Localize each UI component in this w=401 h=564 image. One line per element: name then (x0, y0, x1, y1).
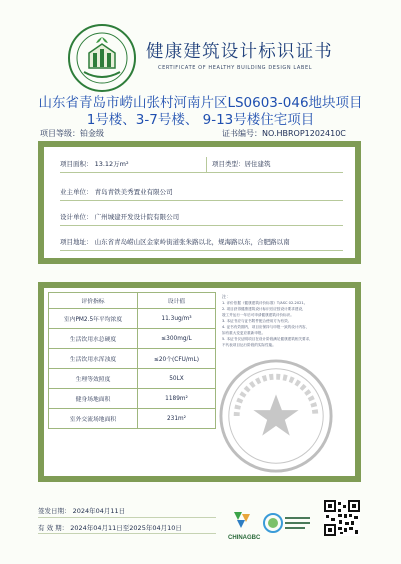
chinagbc-logo (228, 510, 261, 541)
indicator-header-row (49, 293, 216, 309)
note-line: 2. 项目获得健康建筑设计标识后应按设计要求建设， (222, 307, 306, 311)
indicator-value: 50LX (138, 369, 216, 389)
indicator-row (49, 309, 216, 329)
chinagbc-logo-text: CHINAGBC (228, 535, 261, 541)
info-row-area-type (60, 157, 343, 173)
indicator-row (49, 329, 216, 349)
qr-code-icon[interactable] (324, 500, 360, 536)
project-grade: 项目等级：铂金级 (40, 129, 104, 138)
indicator-col-value: 设计值 (138, 293, 216, 309)
project-info-panel (44, 147, 355, 258)
indicator-name: 生活饮用水总硬度 (49, 329, 138, 349)
certificate-title: 健康建筑设计标识证书 (146, 42, 333, 62)
footer-divider (38, 517, 216, 518)
indicator-name: 室外交流场地面积 (49, 409, 138, 429)
indicator-row (49, 369, 216, 389)
indicator-row (49, 409, 216, 429)
footer-divider (38, 533, 216, 534)
owner-unit: 业主单位： 青岛青铁美秀置业有限公司 (60, 188, 173, 196)
healthy-building-logo-icon (66, 22, 138, 94)
note-line: 如有重大变更应重新申报。 (222, 331, 266, 335)
note-line: 竣工并运行一年后可申请健康建筑评价标识。 (222, 313, 294, 317)
indicator-col-name: 评价指标 (49, 293, 138, 309)
indicator-value: 11.3ug/m³ (138, 309, 216, 329)
note-line: 3. 本证书应与证书附件配合使用方为有效。 (222, 319, 292, 323)
world-gbc-logo-icon (262, 510, 312, 538)
indicator-value: 1189m² (138, 389, 216, 409)
project-title-line2: 1号楼、3-7号楼、 9-13号楼住宅项目 (86, 112, 315, 128)
chinagbc-icon (228, 510, 260, 530)
indicator-table (48, 292, 216, 429)
indicator-name: 生理等效照度 (49, 369, 138, 389)
indicator-name: 生活饮用水浑浊度 (49, 349, 138, 369)
issue-date: 签发日期： 2024年04月11日 (38, 507, 126, 515)
project-type: 项目类型：居住建筑 (212, 160, 271, 168)
info-row-address (60, 235, 343, 251)
certificate-subtitle: CERTIFICATE OF HEALTHY BUILDING DESIGN LABEL (158, 65, 313, 71)
indicator-value: ≤300mg/L (138, 329, 216, 349)
design-unit: 设计单位： 广州城建开发设计院有限公司 (60, 213, 180, 221)
info-divider (206, 157, 207, 172)
indicator-name: 健身场地面积 (49, 389, 138, 409)
note-line: 1. 评价依据《健康建筑评价标准》T/ASC 02-2021。 (222, 301, 308, 305)
info-row-owner (60, 185, 343, 201)
project-address: 项目地址： 山东省青岛崂山区金家岭街道张朱路以北，规海路以东，合肥路以南 (60, 238, 290, 246)
notes-head: 注： (222, 294, 231, 299)
official-seal-icon (217, 357, 335, 475)
certificate-number: 证书编号：NO.HBROP1202410C (222, 129, 346, 138)
indicator-row (49, 349, 216, 369)
indicator-name: 室内PM2.5年平均浓度 (49, 309, 138, 329)
note-line: 4. 证书有效期内，项目应保持与申报一致的设计内容， (222, 325, 310, 329)
project-info-frame (38, 141, 361, 264)
validity-period: 有 效 期： 2024年04月11日至2025年04月10日 (38, 524, 182, 532)
note-line: 不代表项目运行阶段的实际性能。 (222, 343, 276, 347)
indicator-value: 231m² (138, 409, 216, 429)
info-row-designer (60, 210, 343, 226)
notes-block (222, 294, 350, 348)
project-title-line1: 山东省青岛市崂山张村河南片区LS0603-046地块项目 (38, 95, 363, 111)
project-area: 项目面积： 13.12万m² (60, 160, 129, 168)
indicator-value: ≤20个(CFU/mL) (138, 349, 216, 369)
indicator-row (49, 389, 216, 409)
note-line: 5. 本证书仅证明项目在设计阶段满足健康建筑相关要求， (222, 337, 313, 341)
